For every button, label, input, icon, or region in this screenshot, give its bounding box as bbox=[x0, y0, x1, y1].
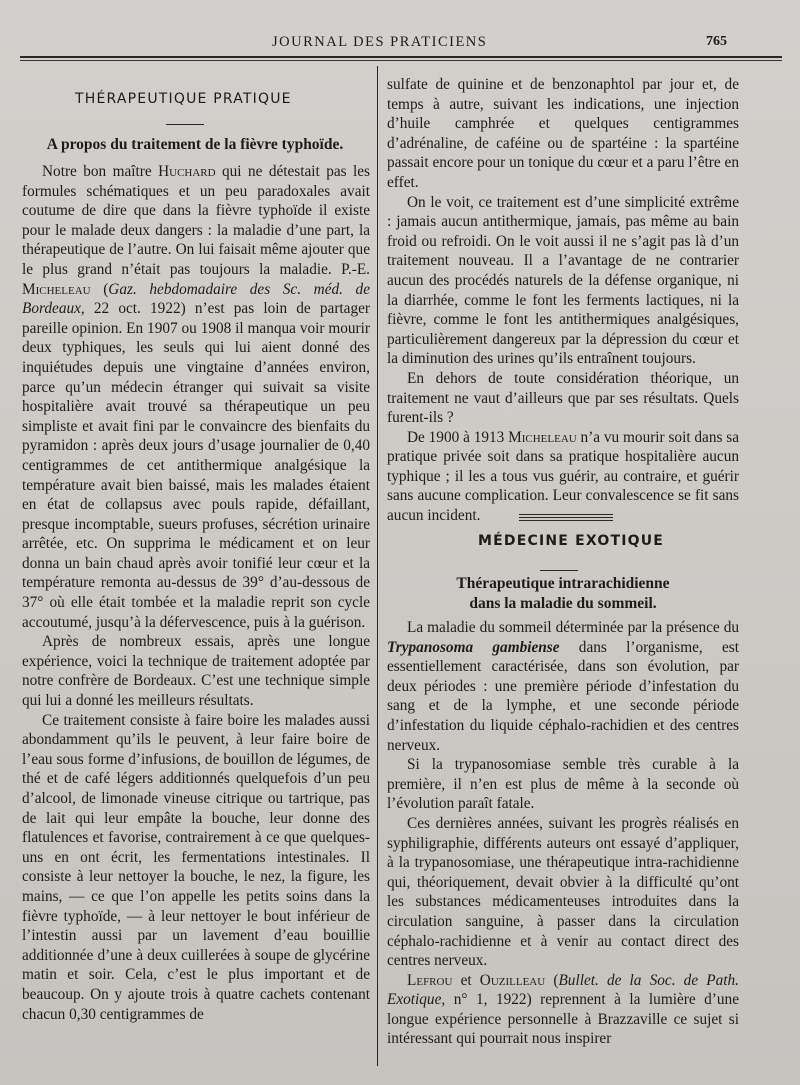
column-divider bbox=[377, 66, 378, 1066]
text-run: n° 1, 1922) reprennent à la lumière d’une longue expérience personnelle à Brazzaville ce sujet si intéressant qui pourrait nous inspirer bbox=[387, 991, 739, 1048]
species-name: Trypanosoma gambiense bbox=[387, 638, 560, 656]
section-title-medecine-exotique: MÉDECINE EXOTIQUE bbox=[478, 533, 665, 549]
text-run: n’a vu mourir soit dans sa pratique privée soit dans sa pratique hospitalière aucun typhique ; il les a tous vus guérir, au contraire, et guérir sans aucune complication. Leur convalescence se fit sans aucun incident. bbox=[387, 428, 740, 525]
page-number: 765 bbox=[706, 34, 727, 49]
paragraph: En dehors de toute considération théorique, un traitement ne vaut d’ailleurs que par ses résultats. Quels furent-ils ? bbox=[387, 369, 739, 427]
paragraph: Ce traitement consiste à faire boire les malades aussi abondamment qu’ils le peuvent, à leur faire boire de l’eau sous forme d’infusions, de bouillon de légumes, de thé et de café légers additionnés quelquefois d’un peu d’alcool, de limonade vineuse citrique ou tartrique, pas de lait qui leur empâte la bouche, leur donne des flatulences et favorise, contrairement à ce que quelques-uns en ont écrit, les fermentations intestinales. Il consiste à leur nettoyer la bouche, le nez, la figure, les mains, — ce que l’on appelle les petits soins dans la fièvre typhoïde, — à leur nettoyer le bout inférieur de l’intestin aussi par un lavement d’eau bouillie additionnée d’une à deux cuillerées à soupe de glycérine matin et soir. Cela, c’est le plus important et de beaucoup. On y ajoute trois à quatre cachets contenant chacun 0,30 centigrammes de bbox=[22, 711, 370, 1023]
paragraph bbox=[387, 618, 739, 755]
paragraph bbox=[387, 428, 739, 526]
author-name: Ouzilleau bbox=[479, 971, 546, 989]
title-line: dans la maladie du sommeil. bbox=[469, 595, 657, 612]
journal-citation: Bullet. de la Soc. de Path. Exotique, bbox=[387, 971, 739, 1009]
author-name: Lefrou bbox=[407, 971, 453, 989]
title-line: Thérapeutique intrarachidienne bbox=[456, 575, 670, 592]
author-name: Micheleau bbox=[508, 428, 577, 446]
separator-rule bbox=[519, 517, 613, 518]
text-run: 22 oct. 1922) n’est pas loin de partager pareille opinion. En 1907 ou 1908 il manqua voir mourir deux typhiques, les seuls qui lui aient donné des inquiétudes depuis une vingtaine d’années environ, parce qu’un médecin étranger qui suivait sa visite hospitalière avait trouvé sa thérapeutique un peu simpliste et avait fini par le convaincre des bienfaits du pyramidon : après deux jours d’usage journalier de 0,40 centigrammes de cet antithermique analgésique la température avait bien baissé, mais les malades étaient en état de collapsus avec pouls rapide, défaillant, presque incomptable, sueurs profuses, sécrétion urinaire arrêtée, etc. On supprima le médicament et on leur donna un bain chaud après avoir tonifié leur cœur et la température remonta au-dessus de 39° d’au-dessous de 37° où elle était tombée et la maladie reprit son cycle accoutumé, jusqu’à la défervescence, puis à la guérison. bbox=[22, 300, 370, 631]
text-run: De 1900 à 1913 bbox=[407, 428, 509, 446]
paragraph: Après de nombreux essais, après une longue expérience, voici la technique de traitement adoptée par notre confrère de Bordeaux. C’est une technique simple qui lui a donné les meilleurs résultats. bbox=[22, 633, 370, 710]
paragraph: Si la trypanosomiase semble très curable à la première, il n’en est plus de même à la seconde où l’évolution paraît fatale. bbox=[387, 756, 739, 813]
paragraph: Ces dernières années, suivant les progrès réalisés en syphiligraphie, différents auteurs ont essayé d’appliquer, à la trypanosomiase, une thérapeutique intra-rachidienne qui, théoriquement, devait obvier à la difficulté qu’ont les substances médicamenteuses introduites dans la circulation sanguine, à passer dans la circulation céphalo-rachidienne et à venir au contact direct des centres nerveux. bbox=[387, 814, 739, 970]
section-rule bbox=[540, 570, 578, 571]
article-title-sleeping-sickness bbox=[387, 574, 739, 614]
right-column-bottom bbox=[387, 618, 739, 1049]
separator-rule bbox=[519, 514, 613, 515]
left-column bbox=[22, 162, 370, 1024]
text-run: dans l’organisme, est essentiellement caractérisée, dans son évolution, par deux périodes : une première période d’infestation du sang et de la lymphe, et une seconde période d’infestation du liquide céphalo-rachidien et des centres nerveux. bbox=[387, 638, 739, 754]
paragraph: On le voit, ce traitement est d’une simplicité extrême : jamais aucun antithermique, jamais, pas même au bain froid ou refroidi. On le voit aussi il ne s’agit pas là d’un traitement nouveau. Il a l’avantage de ne contrarier aucun des procédés naturels de la défense organique, ni la diarrhée, comme le font les ferments lactiques, ni la fièvre, comme le font les antithermiques analgésiques, particulièrement dangereux par la dépression du cœur et la diminution des urines qu’ils entraînent toujours. bbox=[387, 193, 739, 368]
separator-rule bbox=[519, 520, 613, 521]
text-run: ( bbox=[90, 280, 109, 298]
paragraph: sulfate de quinine et de benzonaphtol par jour et, de temps à autre, suivant les indications, une injection d’huile camphrée et quelques centigrammes d’adrénaline, de caféine ou de spartéine : la spartéine passait encore pour un tonique du cœur et a paru l’être en effet. bbox=[387, 76, 739, 191]
text-run: qui ne détestait pas les formules schématiques et un peu paradoxales avait coutume de dire que dans la fièvre typhoïde il existe pour le malade deux dangers : la maladie d’une part, la thérapeutique de l’autre. On lui faisait même ajouter que le plus grand n’était pas toujours la maladie. P.-E. bbox=[22, 163, 370, 278]
text-run: La maladie du sommeil déterminée par la présence du bbox=[407, 619, 739, 636]
journal-citation: Gaz. hebdomadaire des Sc. méd. de Bordeaux, bbox=[22, 280, 370, 318]
right-column-top bbox=[387, 75, 739, 526]
section-rule bbox=[166, 124, 204, 125]
header-rule bbox=[20, 56, 782, 58]
author-name: Micheleau bbox=[22, 280, 91, 298]
header-rule-thin bbox=[20, 60, 782, 61]
text-run: et bbox=[452, 971, 480, 989]
author-name: Huchard bbox=[158, 163, 216, 180]
text-run: ( bbox=[545, 971, 559, 989]
article-title-typhoid: A propos du traitement de la fièvre typhoïde. bbox=[46, 136, 344, 153]
paragraph bbox=[387, 971, 739, 1049]
text-run: Notre bon maître bbox=[42, 163, 159, 180]
paragraph bbox=[22, 162, 370, 632]
section-title-therapeutique: THÉRAPEUTIQUE PRATIQUE bbox=[75, 91, 292, 107]
running-head: JOURNAL DES PRATICIENS bbox=[272, 34, 488, 50]
